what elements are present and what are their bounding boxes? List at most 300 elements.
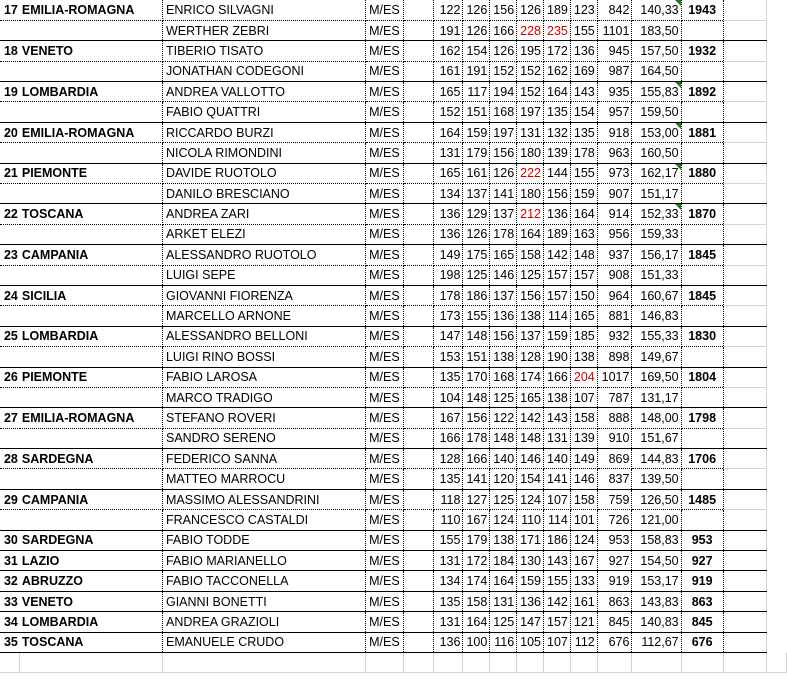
player-name-cell[interactable]: DANILO BRESCIANO (162, 184, 365, 204)
game-score-cell[interactable]: 156 (544, 184, 571, 204)
total-pins-cell[interactable]: 956 (597, 224, 632, 244)
game-score-cell[interactable]: 125 (490, 489, 517, 509)
region-cell[interactable] (20, 510, 163, 530)
team-total-cell[interactable]: 919 (681, 571, 723, 591)
category-cell[interactable]: M/ES (366, 571, 404, 591)
game-score-cell[interactable]: 121 (570, 612, 597, 632)
region-cell[interactable] (20, 20, 163, 40)
game-score-cell[interactable]: 165 (433, 82, 463, 102)
game-score-cell[interactable]: 131 (490, 591, 517, 611)
total-pins-cell[interactable]: 1101 (597, 20, 632, 40)
region-cell[interactable] (20, 306, 163, 326)
empty-cell[interactable] (517, 653, 544, 673)
game-score-cell[interactable]: 194 (490, 82, 517, 102)
rank-cell[interactable]: 31 (0, 551, 20, 571)
game-score-cell[interactable]: 100 (463, 632, 490, 652)
total-pins-cell[interactable]: 837 (597, 469, 632, 489)
game-score-cell[interactable]: 166 (433, 428, 463, 448)
team-total-cell[interactable]: 863 (681, 591, 723, 611)
average-cell[interactable]: 146,83 (632, 306, 681, 326)
game-score-cell[interactable]: 132 (544, 122, 571, 142)
game-score-cell[interactable]: 135 (544, 102, 571, 122)
player-name-cell[interactable]: MASSIMO ALESSANDRINI (162, 489, 365, 509)
average-cell[interactable]: 140,83 (632, 612, 681, 632)
game-score-cell[interactable]: 149 (570, 449, 597, 469)
category-cell[interactable]: M/ES (366, 449, 404, 469)
total-pins-cell[interactable]: 914 (597, 204, 632, 224)
game-score-cell[interactable]: 138 (544, 387, 571, 407)
game-score-cell[interactable]: 107 (570, 387, 597, 407)
total-pins-cell[interactable]: 881 (597, 306, 632, 326)
game-score-cell[interactable]: 136 (544, 204, 571, 224)
category-cell[interactable]: M/ES (366, 367, 404, 387)
game-score-cell[interactable]: 167 (570, 551, 597, 571)
game-score-cell[interactable]: 159 (570, 184, 597, 204)
empty-cell[interactable] (404, 571, 434, 591)
game-score-cell[interactable]: 157 (544, 285, 571, 305)
rank-cell[interactable]: 29 (0, 489, 20, 509)
player-name-cell[interactable]: DAVIDE RUOTOLO (162, 163, 365, 183)
empty-cell[interactable] (723, 265, 766, 285)
game-score-cell[interactable]: 135 (570, 122, 597, 142)
rank-cell[interactable]: 17 (0, 0, 20, 20)
rank-cell[interactable] (0, 469, 20, 489)
player-name-cell[interactable]: GIANNI BONETTI (162, 591, 365, 611)
game-score-cell[interactable]: 136 (517, 591, 544, 611)
game-score-cell[interactable]: 136 (490, 306, 517, 326)
team-total-cell[interactable] (681, 306, 723, 326)
average-cell[interactable]: 164,50 (632, 61, 681, 81)
total-pins-cell[interactable]: 845 (597, 612, 632, 632)
game-score-cell[interactable]: 118 (433, 489, 463, 509)
empty-cell[interactable] (723, 632, 766, 652)
game-score-cell[interactable]: 150 (570, 285, 597, 305)
empty-cell[interactable] (162, 653, 365, 673)
game-score-cell[interactable]: 127 (463, 489, 490, 509)
game-score-cell[interactable]: 152 (433, 102, 463, 122)
empty-cell[interactable] (723, 347, 766, 367)
game-score-cell[interactable]: 159 (544, 326, 571, 346)
team-total-cell[interactable] (681, 102, 723, 122)
empty-cell[interactable] (404, 530, 434, 550)
player-name-cell[interactable]: STEFANO ROVERI (162, 408, 365, 428)
total-pins-cell[interactable]: 908 (597, 265, 632, 285)
empty-cell[interactable] (723, 612, 766, 632)
average-cell[interactable]: 152,33 (632, 204, 681, 224)
empty-cell[interactable] (404, 653, 434, 673)
player-name-cell[interactable]: ALESSANDRO BELLONI (162, 326, 365, 346)
rank-cell[interactable]: 19 (0, 82, 20, 102)
empty-cell[interactable] (723, 122, 766, 142)
game-score-cell[interactable]: 197 (490, 122, 517, 142)
category-cell[interactable]: M/ES (366, 102, 404, 122)
average-cell[interactable]: 140,33 (632, 0, 681, 20)
average-cell[interactable]: 169,50 (632, 367, 681, 387)
game-score-cell[interactable]: 179 (463, 530, 490, 550)
empty-cell[interactable] (404, 326, 434, 346)
team-total-cell[interactable]: 927 (681, 551, 723, 571)
empty-cell[interactable] (681, 653, 723, 673)
empty-cell[interactable] (20, 653, 163, 673)
team-total-cell[interactable] (681, 143, 723, 163)
category-cell[interactable]: M/ES (366, 408, 404, 428)
game-score-cell[interactable]: 166 (463, 449, 490, 469)
empty-cell[interactable] (404, 510, 434, 530)
region-cell[interactable] (20, 224, 163, 244)
player-name-cell[interactable]: ALESSANDRO RUOTOLO (162, 245, 365, 265)
average-cell[interactable]: 158,83 (632, 530, 681, 550)
game-score-cell[interactable]: 137 (517, 326, 544, 346)
total-pins-cell[interactable]: 910 (597, 428, 632, 448)
game-score-cell[interactable]: 165 (490, 245, 517, 265)
total-pins-cell[interactable]: 863 (597, 591, 632, 611)
game-score-cell[interactable]: 156 (490, 326, 517, 346)
game-score-cell[interactable]: 136 (570, 41, 597, 61)
empty-cell[interactable] (723, 530, 766, 550)
player-name-cell[interactable]: NICOLA RIMONDINI (162, 143, 365, 163)
empty-cell[interactable] (404, 61, 434, 81)
empty-cell[interactable] (723, 0, 766, 20)
game-score-cell[interactable]: 148 (517, 428, 544, 448)
team-total-cell[interactable]: 1798 (681, 408, 723, 428)
game-score-cell[interactable]: 137 (490, 285, 517, 305)
game-score-cell[interactable]: 228 (517, 20, 544, 40)
game-score-cell[interactable]: 190 (544, 347, 571, 367)
empty-cell[interactable] (404, 612, 434, 632)
empty-cell[interactable] (723, 285, 766, 305)
game-score-cell[interactable]: 152 (517, 82, 544, 102)
game-score-cell[interactable]: 124 (570, 530, 597, 550)
game-score-cell[interactable]: 137 (463, 184, 490, 204)
team-total-cell[interactable] (681, 224, 723, 244)
game-score-cell[interactable]: 161 (463, 163, 490, 183)
region-cell[interactable]: CAMPANIA (20, 489, 163, 509)
region-cell[interactable] (20, 428, 163, 448)
game-score-cell[interactable]: 137 (490, 204, 517, 224)
average-cell[interactable]: 151,33 (632, 265, 681, 285)
game-score-cell[interactable]: 141 (463, 469, 490, 489)
game-score-cell[interactable]: 189 (544, 0, 571, 20)
game-score-cell[interactable]: 155 (463, 306, 490, 326)
average-cell[interactable]: 131,17 (632, 387, 681, 407)
game-score-cell[interactable]: 141 (544, 469, 571, 489)
game-score-cell[interactable]: 126 (517, 0, 544, 20)
rank-cell[interactable]: 30 (0, 530, 20, 550)
category-cell[interactable]: M/ES (366, 285, 404, 305)
category-cell[interactable]: M/ES (366, 82, 404, 102)
team-total-cell[interactable]: 1830 (681, 326, 723, 346)
game-score-cell[interactable]: 204 (570, 367, 597, 387)
game-score-cell[interactable]: 164 (463, 612, 490, 632)
game-score-cell[interactable]: 164 (544, 82, 571, 102)
average-cell[interactable]: 160,50 (632, 143, 681, 163)
game-score-cell[interactable]: 158 (570, 489, 597, 509)
region-cell[interactable]: SICILIA (20, 285, 163, 305)
rank-cell[interactable]: 33 (0, 591, 20, 611)
team-total-cell[interactable]: 1485 (681, 489, 723, 509)
game-score-cell[interactable]: 138 (570, 347, 597, 367)
region-cell[interactable]: EMILIA-ROMAGNA (20, 0, 163, 20)
category-cell[interactable]: M/ES (366, 306, 404, 326)
category-cell[interactable]: M/ES (366, 469, 404, 489)
empty-cell[interactable] (404, 367, 434, 387)
game-score-cell[interactable]: 178 (463, 428, 490, 448)
game-score-cell[interactable]: 147 (517, 612, 544, 632)
average-cell[interactable]: 149,67 (632, 347, 681, 367)
game-score-cell[interactable]: 125 (490, 612, 517, 632)
game-score-cell[interactable]: 147 (433, 326, 463, 346)
rank-cell[interactable]: 32 (0, 571, 20, 591)
game-score-cell[interactable]: 155 (544, 571, 571, 591)
total-pins-cell[interactable]: 964 (597, 285, 632, 305)
game-score-cell[interactable]: 140 (544, 449, 571, 469)
game-score-cell[interactable]: 156 (490, 0, 517, 20)
empty-cell[interactable] (723, 449, 766, 469)
empty-cell[interactable] (404, 408, 434, 428)
total-pins-cell[interactable]: 932 (597, 326, 632, 346)
category-cell[interactable]: M/ES (366, 0, 404, 20)
empty-cell[interactable] (404, 143, 434, 163)
empty-cell[interactable] (632, 653, 681, 673)
game-score-cell[interactable]: 212 (517, 204, 544, 224)
game-score-cell[interactable]: 157 (570, 265, 597, 285)
region-cell[interactable]: TOSCANA (20, 204, 163, 224)
game-score-cell[interactable]: 165 (570, 306, 597, 326)
rank-cell[interactable] (0, 224, 20, 244)
game-score-cell[interactable]: 175 (463, 245, 490, 265)
game-score-cell[interactable]: 191 (433, 20, 463, 40)
game-score-cell[interactable]: 179 (463, 143, 490, 163)
empty-cell[interactable] (723, 61, 766, 81)
game-score-cell[interactable]: 105 (517, 632, 544, 652)
rank-cell[interactable]: 21 (0, 163, 20, 183)
game-score-cell[interactable]: 136 (433, 204, 463, 224)
average-cell[interactable]: 159,33 (632, 224, 681, 244)
game-score-cell[interactable]: 195 (517, 41, 544, 61)
total-pins-cell[interactable]: 973 (597, 163, 632, 183)
game-score-cell[interactable]: 166 (490, 20, 517, 40)
empty-cell[interactable] (404, 163, 434, 183)
average-cell[interactable]: 160,67 (632, 285, 681, 305)
empty-cell[interactable] (404, 387, 434, 407)
rank-cell[interactable] (0, 20, 20, 40)
category-cell[interactable]: M/ES (366, 163, 404, 183)
game-score-cell[interactable]: 107 (544, 632, 571, 652)
game-score-cell[interactable]: 104 (433, 387, 463, 407)
rank-cell[interactable]: 28 (0, 449, 20, 469)
empty-cell[interactable] (404, 265, 434, 285)
category-cell[interactable]: M/ES (366, 41, 404, 61)
game-score-cell[interactable]: 148 (490, 428, 517, 448)
player-name-cell[interactable]: ARKET ELEZI (162, 224, 365, 244)
game-score-cell[interactable]: 128 (433, 449, 463, 469)
game-score-cell[interactable]: 198 (433, 265, 463, 285)
total-pins-cell[interactable]: 888 (597, 408, 632, 428)
game-score-cell[interactable]: 157 (544, 265, 571, 285)
empty-cell[interactable] (723, 163, 766, 183)
rank-cell[interactable]: 34 (0, 612, 20, 632)
game-score-cell[interactable]: 148 (463, 326, 490, 346)
category-cell[interactable]: M/ES (366, 428, 404, 448)
total-pins-cell[interactable]: 937 (597, 245, 632, 265)
game-score-cell[interactable]: 131 (433, 551, 463, 571)
rank-cell[interactable]: 25 (0, 326, 20, 346)
player-name-cell[interactable]: RICCARDO BURZI (162, 122, 365, 142)
rank-cell[interactable] (0, 306, 20, 326)
game-score-cell[interactable]: 131 (517, 122, 544, 142)
game-score-cell[interactable]: 148 (463, 387, 490, 407)
empty-cell[interactable] (723, 245, 766, 265)
game-score-cell[interactable]: 154 (463, 41, 490, 61)
empty-cell[interactable] (723, 102, 766, 122)
game-score-cell[interactable]: 159 (517, 571, 544, 591)
game-score-cell[interactable]: 129 (463, 204, 490, 224)
empty-cell[interactable] (723, 204, 766, 224)
team-total-cell[interactable]: 676 (681, 632, 723, 652)
empty-cell[interactable] (366, 653, 404, 673)
region-cell[interactable]: LOMBARDIA (20, 82, 163, 102)
game-score-cell[interactable]: 126 (463, 20, 490, 40)
game-score-cell[interactable]: 133 (570, 571, 597, 591)
total-pins-cell[interactable]: 918 (597, 122, 632, 142)
rank-cell[interactable]: 20 (0, 122, 20, 142)
game-score-cell[interactable]: 151 (463, 102, 490, 122)
region-cell[interactable]: PIEMONTE (20, 163, 163, 183)
empty-cell[interactable] (404, 306, 434, 326)
average-cell[interactable]: 154,50 (632, 551, 681, 571)
game-score-cell[interactable]: 152 (490, 61, 517, 81)
player-name-cell[interactable]: ANDREA ZARI (162, 204, 365, 224)
game-score-cell[interactable]: 180 (517, 143, 544, 163)
game-score-cell[interactable]: 134 (433, 184, 463, 204)
game-score-cell[interactable]: 162 (544, 61, 571, 81)
category-cell[interactable]: M/ES (366, 347, 404, 367)
game-score-cell[interactable]: 135 (433, 469, 463, 489)
team-total-cell[interactable] (681, 265, 723, 285)
total-pins-cell[interactable]: 945 (597, 41, 632, 61)
category-cell[interactable]: M/ES (366, 204, 404, 224)
game-score-cell[interactable]: 178 (570, 143, 597, 163)
category-cell[interactable]: M/ES (366, 184, 404, 204)
region-cell[interactable] (20, 469, 163, 489)
empty-cell[interactable] (404, 489, 434, 509)
empty-cell[interactable] (490, 653, 517, 673)
category-cell[interactable]: M/ES (366, 143, 404, 163)
game-score-cell[interactable]: 101 (570, 510, 597, 530)
team-total-cell[interactable]: 1881 (681, 122, 723, 142)
rank-cell[interactable]: 18 (0, 41, 20, 61)
team-total-cell[interactable]: 1943 (681, 0, 723, 20)
game-score-cell[interactable]: 142 (544, 591, 571, 611)
game-score-cell[interactable]: 156 (490, 143, 517, 163)
average-cell[interactable]: 148,00 (632, 408, 681, 428)
empty-cell[interactable] (723, 510, 766, 530)
game-score-cell[interactable]: 125 (490, 387, 517, 407)
player-name-cell[interactable]: TIBERIO TISATO (162, 41, 365, 61)
total-pins-cell[interactable]: 1017 (597, 367, 632, 387)
game-score-cell[interactable]: 122 (433, 0, 463, 20)
empty-cell[interactable] (723, 41, 766, 61)
rank-cell[interactable] (0, 510, 20, 530)
empty-cell[interactable] (723, 184, 766, 204)
category-cell[interactable]: M/ES (366, 591, 404, 611)
empty-cell[interactable] (544, 653, 571, 673)
total-pins-cell[interactable]: 676 (597, 632, 632, 652)
game-score-cell[interactable]: 170 (463, 367, 490, 387)
empty-cell[interactable] (404, 591, 434, 611)
empty-cell[interactable] (766, 653, 786, 673)
game-score-cell[interactable]: 153 (433, 347, 463, 367)
region-cell[interactable]: EMILIA-ROMAGNA (20, 408, 163, 428)
game-score-cell[interactable]: 126 (490, 163, 517, 183)
rank-cell[interactable]: 24 (0, 285, 20, 305)
team-total-cell[interactable] (681, 20, 723, 40)
team-total-cell[interactable]: 1892 (681, 82, 723, 102)
empty-cell[interactable] (404, 551, 434, 571)
game-score-cell[interactable]: 148 (570, 245, 597, 265)
game-score-cell[interactable]: 135 (433, 591, 463, 611)
game-score-cell[interactable]: 166 (544, 367, 571, 387)
empty-cell[interactable] (723, 367, 766, 387)
player-name-cell[interactable]: FEDERICO SANNA (162, 449, 365, 469)
team-total-cell[interactable]: 1804 (681, 367, 723, 387)
player-name-cell[interactable]: MARCO TRADIGO (162, 387, 365, 407)
average-cell[interactable]: 143,83 (632, 591, 681, 611)
average-cell[interactable]: 121,00 (632, 510, 681, 530)
average-cell[interactable]: 155,83 (632, 82, 681, 102)
game-score-cell[interactable]: 191 (463, 61, 490, 81)
team-total-cell[interactable]: 1845 (681, 245, 723, 265)
game-score-cell[interactable]: 184 (490, 551, 517, 571)
empty-cell[interactable] (0, 653, 20, 673)
empty-cell[interactable] (404, 184, 434, 204)
player-name-cell[interactable]: ENRICO SILVAGNI (162, 0, 365, 20)
game-score-cell[interactable]: 110 (433, 510, 463, 530)
empty-cell[interactable] (597, 653, 632, 673)
team-total-cell[interactable] (681, 347, 723, 367)
game-score-cell[interactable]: 155 (570, 163, 597, 183)
game-score-cell[interactable]: 131 (544, 428, 571, 448)
total-pins-cell[interactable]: 726 (597, 510, 632, 530)
total-pins-cell[interactable]: 919 (597, 571, 632, 591)
region-cell[interactable] (20, 265, 163, 285)
category-cell[interactable]: M/ES (366, 224, 404, 244)
empty-cell[interactable] (723, 571, 766, 591)
empty-cell[interactable] (404, 285, 434, 305)
player-name-cell[interactable]: FABIO MARIANELLO (162, 551, 365, 571)
game-score-cell[interactable]: 172 (463, 551, 490, 571)
game-score-cell[interactable]: 165 (517, 387, 544, 407)
game-score-cell[interactable]: 164 (570, 204, 597, 224)
game-score-cell[interactable]: 142 (517, 408, 544, 428)
player-name-cell[interactable]: WERTHER ZEBRI (162, 20, 365, 40)
category-cell[interactable]: M/ES (366, 489, 404, 509)
game-score-cell[interactable]: 162 (433, 41, 463, 61)
rank-cell[interactable] (0, 102, 20, 122)
region-cell[interactable]: SARDEGNA (20, 530, 163, 550)
empty-cell[interactable] (404, 82, 434, 102)
game-score-cell[interactable]: 131 (433, 612, 463, 632)
empty-cell[interactable] (723, 143, 766, 163)
game-score-cell[interactable]: 178 (490, 224, 517, 244)
game-score-cell[interactable]: 163 (570, 224, 597, 244)
region-cell[interactable]: EMILIA-ROMAGNA (20, 122, 163, 142)
game-score-cell[interactable]: 157 (544, 612, 571, 632)
empty-cell[interactable] (404, 428, 434, 448)
game-score-cell[interactable]: 114 (544, 306, 571, 326)
category-cell[interactable]: M/ES (366, 61, 404, 81)
game-score-cell[interactable]: 158 (570, 408, 597, 428)
